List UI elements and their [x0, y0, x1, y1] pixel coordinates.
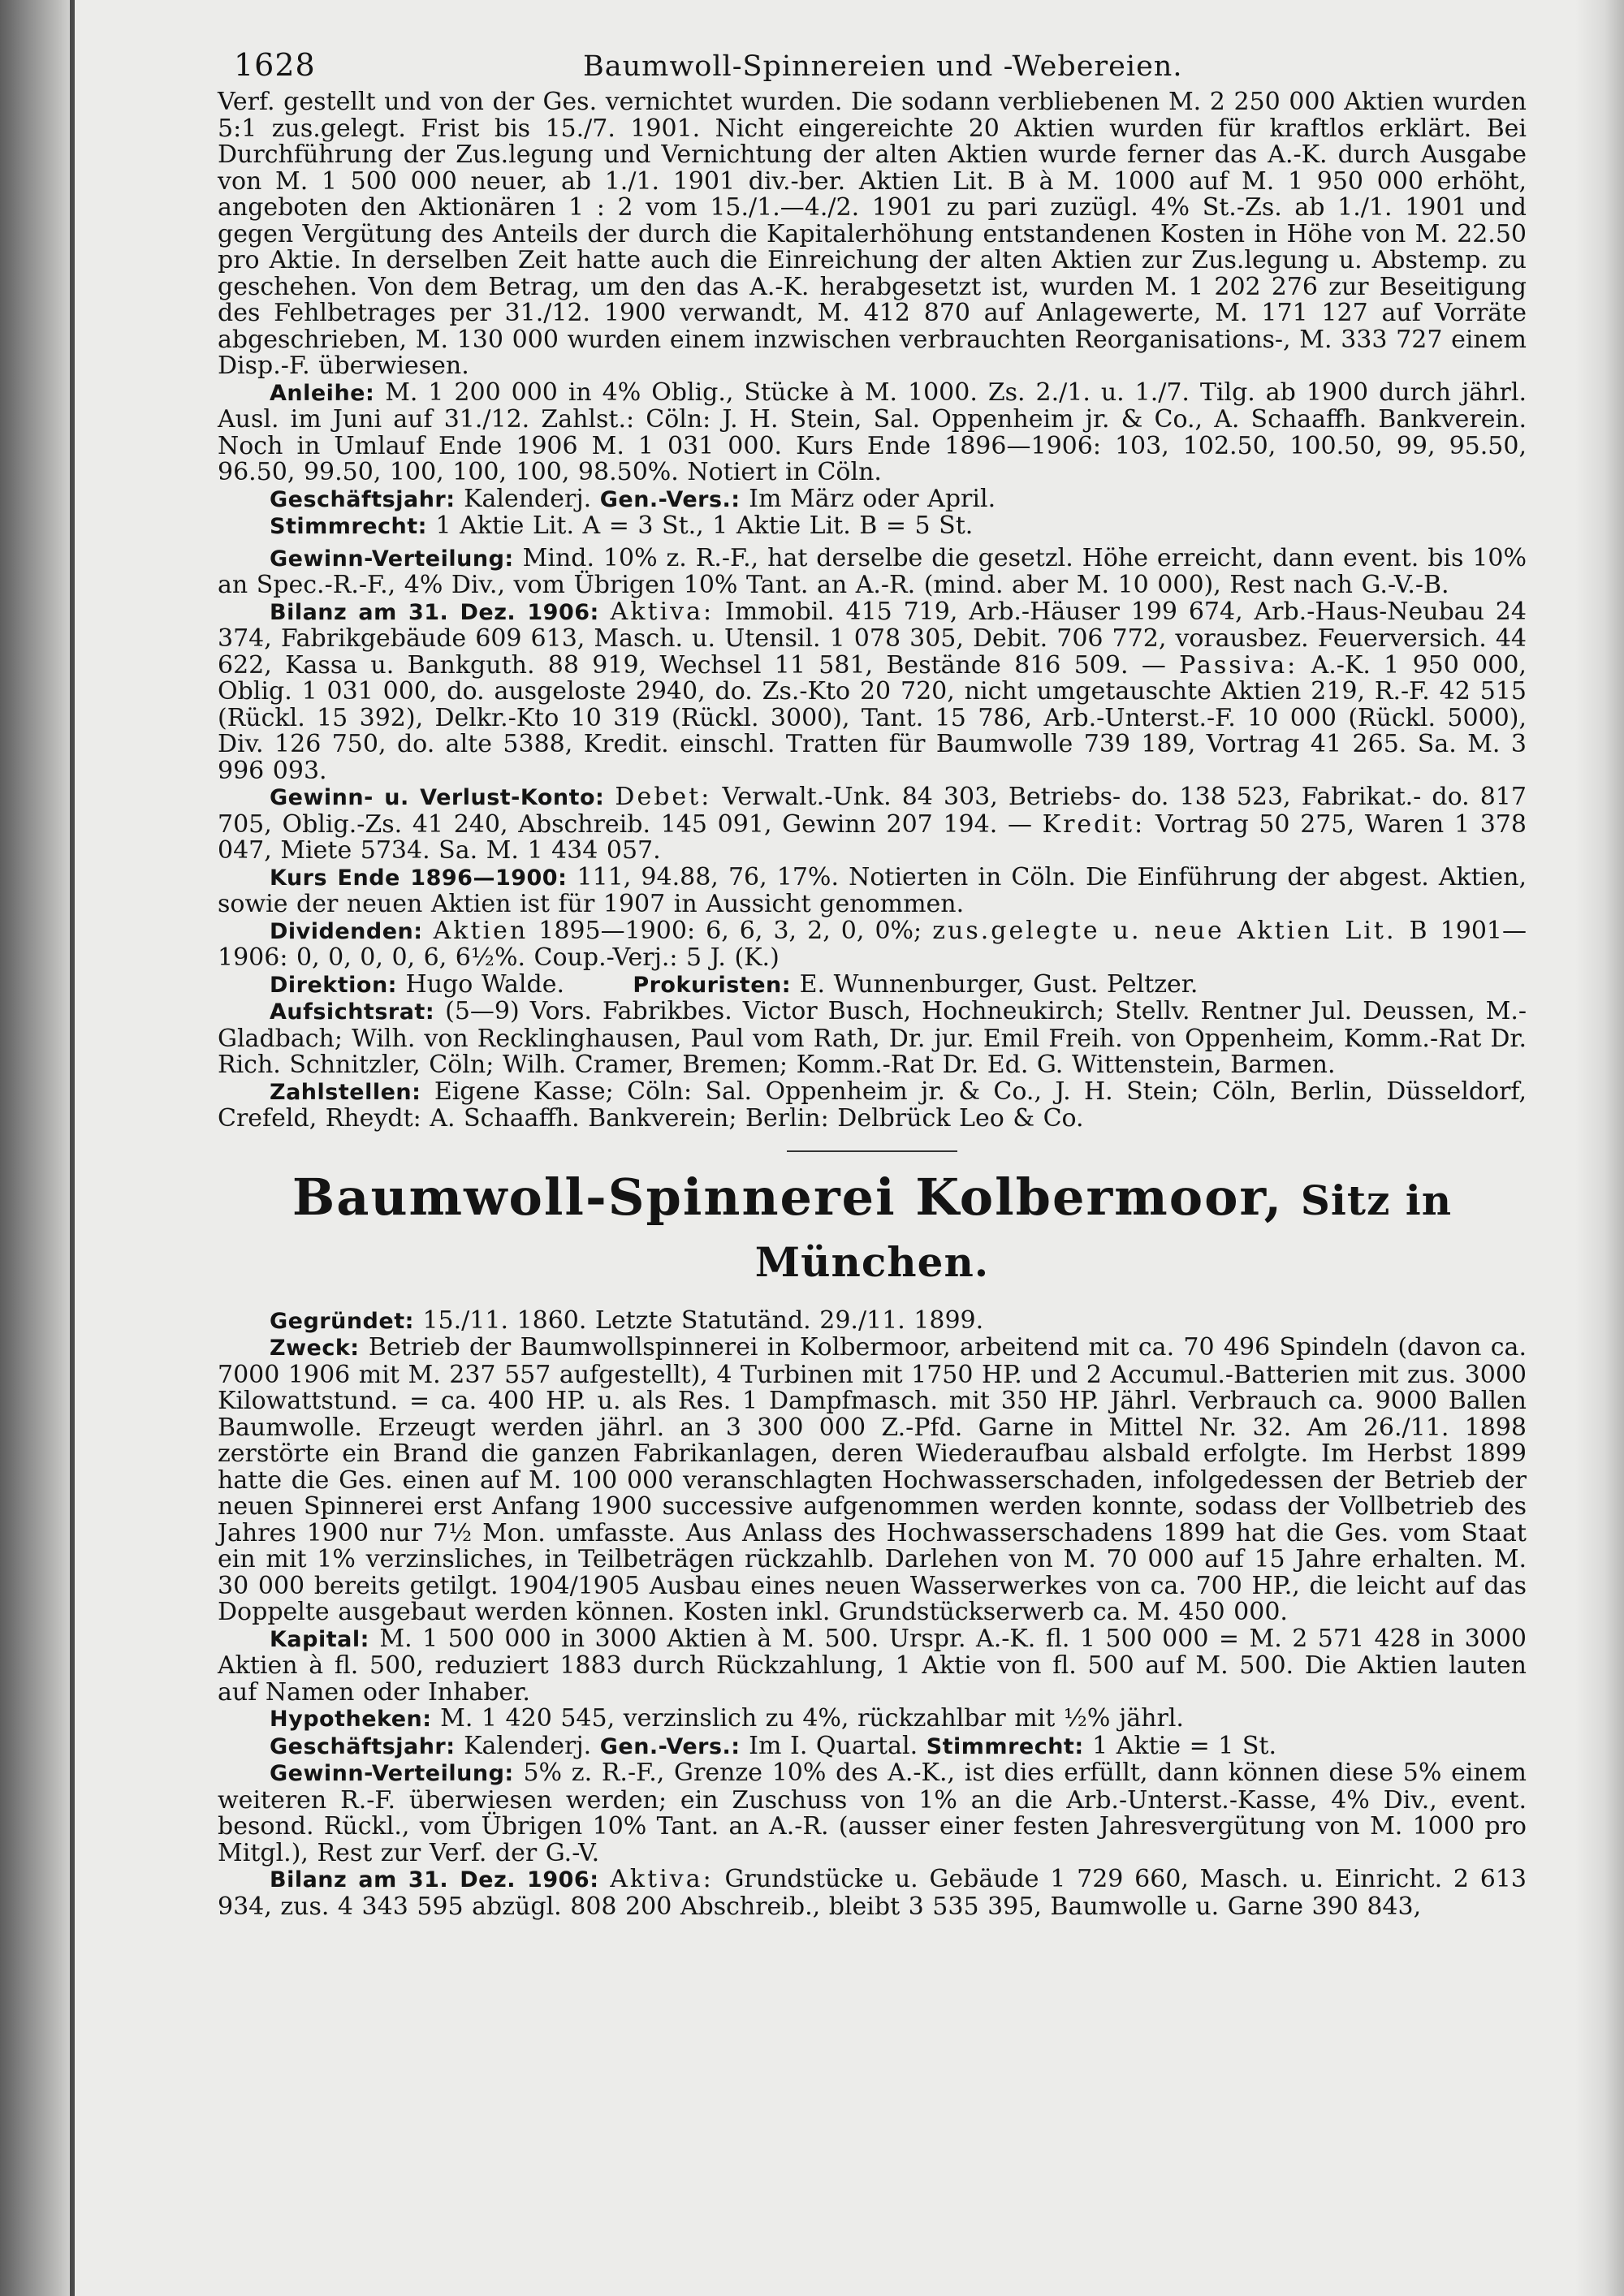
bilanz-entry-2: [218, 1867, 1527, 1920]
kapital-text: M. 1 500 000 in 3000 Aktien à M. 500. Urspr. A.-K. fl. 1 500 000 = M. 2 571 428 in 3000 Aktien à fl. 500, reduziert 1883 durch Rückzahlung, 1 Aktie von fl. 500 auf M. 500. Die Aktien lauten auf Namen oder Inhaber.: [218, 1624, 1527, 1707]
genvers-text: Im März oder April.: [749, 484, 996, 513]
genvers-label-2: Gen.-Vers.:: [599, 1733, 741, 1759]
guv-kredit-text: Vortrag 50 275, Waren 1 378 047, Miete 5734. Sa. M. 1 434 057.: [218, 809, 1527, 865]
dividenden-label: Dividenden:: [270, 918, 423, 944]
book-binding-gutter: [0, 0, 75, 2296]
section-divider: [787, 1150, 957, 1152]
gewinn-verteilung-entry: [218, 543, 1527, 599]
kredit-word: Kredit:: [1042, 809, 1146, 839]
stimmrecht-entry: [218, 513, 1527, 541]
aktiva-word-2: Aktiva:: [610, 1865, 714, 1893]
hypotheken-label: Hypotheken:: [270, 1707, 432, 1732]
page-number: 1628: [234, 47, 316, 83]
dividenden-text-1: 1895—1900: 6, 6, 3, 2, 0, 0%;: [538, 916, 922, 945]
gewinn-verteilung-text: Mind. 10% z. R.-F., hat derselbe die gesetzl. Höhe erreicht, dann event. bis 10% an Spec.-R.-F., 4% Div., vom Übrigen 10% Tant. an A.-R. (mind. aber M. 10 000), Rest nach G.-V.-B.: [218, 543, 1527, 599]
direktion-label: Direktion:: [270, 972, 397, 998]
geschaeftsjahr-entry-2: [218, 1733, 1527, 1761]
stimmrecht-text-2: 1 Aktie = 1 St.: [1092, 1731, 1277, 1760]
zahlstellen-label: Zahlstellen:: [270, 1079, 421, 1105]
bilanz-aktiva-text: Immobil. 415 719, Arb.-Häuser 199 674, Arb.-Haus-Neubau 24 374, Fabrikgebäude 609 613, Masch. u. Utensil. 1 078 305, Debit. 706 772, vorausbez. Feuerversich. 44 622, Kassa u. Bankguth. 88 919, Wechsel 11 581, Bestände 816 509. —: [218, 597, 1527, 680]
kurs-label: Kurs Ende 1896—1900:: [270, 865, 568, 891]
genvers-label: Gen.-Vers.:: [599, 486, 741, 512]
genvers-text-2: Im I. Quartal.: [749, 1731, 918, 1760]
page: [218, 41, 1527, 1920]
hypotheken-text: M. 1 420 545, verzinslich zu 4%, rückzahlbar mit ½% jährl.: [440, 1704, 1184, 1733]
gegruendet-label: Gegründet:: [270, 1308, 414, 1334]
debet-word: Debet:: [615, 783, 712, 811]
passiva-word: Passiva:: [1179, 650, 1298, 680]
aufsichtsrat-label: Aufsichtsrat:: [270, 999, 435, 1025]
kapital-entry: [218, 1626, 1527, 1707]
aktiva-word: Aktiva:: [610, 597, 715, 626]
stimmrecht-label-2: Stimmrecht:: [926, 1733, 1084, 1759]
anleihe-label: Anleihe:: [270, 380, 375, 406]
bilanz-label-2: Bilanz am 31. Dez. 1906:: [270, 1867, 599, 1892]
guv-entry: [218, 784, 1527, 865]
intro-text: Verf. gestellt und von der Ges. vernichtet wurden. Die sodann verbliebenen M. 2 250 000 Aktien wurden 5:1 zus.gelegt. Frist bis 15./7. 1901. Nicht eingereichte 20 Aktien wurden für kraftlos erklärt. Bei Durchführung der Zus.legung und Vernichtung der alten Aktien wurde ferner das A.-K. durch Ausgabe von M. 1 500 000 neuer, ab 1./1. 1901 div.-ber. Aktien Lit. B à M. 1000 auf M. 1 950 000 erhöht, angeboten den Aktionären 1 : 2 vom 15./1.—4./2. 1901 zu pari zuzügl. 4% St.-Zs. ab 1./1. 1901 und gegen Vergütung des Anteils der durch die Kapitalerhöhung entstandenen Kosten in Höhe von M. 22.50 pro Aktie. In derselben Zeit hatte auch die Einreichung der alten Aktien zur Zus.legung u. Abstemp. zu geschehen. Von dem Betrag, um den das A.-K. herabgesetzt ist, wurden M. 1 202 276 zur Beseitigung des Fehlbetrages per 31./12. 1900 verwandt, M. 412 870 auf Anlagewerte, M. 171 127 auf Vorräte abgeschrieben, M. 130 000 wurden einem inzwischen verbrauchten Reorganisations-, M. 333 727 einem Disp.-F. überwiesen.: [218, 88, 1527, 380]
gewinn-verteilung-label-2: Gewinn-Verteilung:: [270, 1761, 514, 1786]
aufsichtsrat-text: (5—9) Vors. Fabrikbes. Victor Busch, Hochneukirch; Stellv. Rentner Jul. Deussen, M.-Gladbach; Wilh. von Recklinghausen, Paul vom Rath, Dr. jur. Emil Freih. von Oppenheim, Komm.-Rat Dr. Rich. Schnitzler, Cöln; Wilh. Cramer, Bremen; Komm.-Rat Dr. Ed. G. Wittenstein, Barmen.: [218, 997, 1527, 1079]
guv-debet-text: Verwalt.-Unk. 84 303, Betriebs- do. 138 523, Fabrikat.- do. 817 705, Oblig.-Zs. 41 240, Abschreib. 145 091, Gewinn 207 194. —: [218, 783, 1527, 839]
company-heading: [218, 1168, 1527, 1292]
geschaeftsjahr-label: Geschäftsjahr:: [270, 486, 456, 512]
geschaeftsjahr-entry: [218, 486, 1527, 514]
stimmrecht-text: 1 Aktie Lit. A = 3 St., 1 Aktie Lit. B = 5 St.: [435, 511, 974, 540]
gewinn-verteilung-entry-2: [218, 1760, 1527, 1867]
stimmrecht-label: Stimmrecht:: [270, 514, 427, 539]
anleihe-entry: [218, 380, 1527, 486]
hypotheken-entry: [218, 1706, 1527, 1733]
kurs-entry: [218, 862, 1527, 918]
running-head: [218, 41, 1527, 89]
dividenden-entry: [218, 918, 1527, 972]
guv-label: Gewinn- u. Verlust-Konto:: [270, 785, 605, 810]
geschaeftsjahr-label-2: Geschäftsjahr:: [270, 1733, 456, 1759]
gegruendet-entry: [218, 1308, 1527, 1336]
gewinn-verteilung-text-2: 5% z. R.-F., Grenze 10% des A.-K., ist dies erfüllt, dann können diese 5% einem weiteren R.-F. überwiesen werden; ein Zuschuss von 1% an die Arb.-Unterst.-Kasse, 4% Div., event. besond. Rückl., vom Übrigen 10% Tant. an A.-R. (ausser einer festen Jahresvergütung von M. 1000 pro Mitgl.), Rest zur Verf. der G.-V.: [218, 1759, 1527, 1867]
zahlstellen-entry: [218, 1079, 1527, 1133]
zweck-label: Zweck:: [270, 1336, 360, 1361]
company-name: Baumwoll-Spinnerei Kolbermoor,: [292, 1167, 1284, 1227]
zweck-text: Betrieb der Baumwollspinnerei in Kolbermoor, arbeitend mit ca. 70 496 Spindeln (davon ca. 7000 1906 mit M. 237 557 aufgestellt), 4 Turbinen mit 1750 HP. und 2 Accumul.-Batterien mit zus. 3000 Kilowattstund. = ca. 400 HP. u. als Res. 1 Dampfmasch. mit 350 HP. Jährl. Verbrauch ca. 9000 Ballen Baumwolle. Erzeugt werden jährl. an 3 300 000 Z.-Pfd. Garne in Mittel Nr. 32. Am 26./11. 1898 zerstörte ein Brand die ganzen Fabrikanlagen, deren Wiederaufbau alsbald erfolgte. Im Herbst 1899 hatte die Ges. einen auf M. 100 000 veranschlagten Hochwasserschaden, infolgedessen der Betrieb der neuen Spinnerei erst Anfang 1900 successive aufgenommen werden konnte, sodass der Vollbetrieb des Jahres 1900 nur 7½ Mon. umfasste. Aus Anlass des Hochwasserschadens 1899 hat die Ges. vom Staat ein mit 1% verzinsliches, in Teilbeträgen rückzahlb. Darlehen von M. 70 000 auf 15 Jahre erhalten. M. 30 000 bereits getilgt. 1904/1905 Ausbau eines neuen Wasserwerkes von ca. 700 HP., die leicht auf das Doppelte ausgebaut werden können. Kosten inkl. Grundstückserwerb ca. M. 450 000.: [218, 1333, 1527, 1626]
bilanz-label: Bilanz am 31. Dez. 1906:: [270, 599, 599, 625]
geschaeftsjahr-text: Kalenderj.: [464, 484, 592, 513]
prokuristen-label: Prokuristen:: [633, 972, 792, 998]
gewinn-verteilung-label: Gewinn-Verteilung:: [270, 546, 514, 572]
page-edge-shadow: [1575, 0, 1624, 2296]
bilanz-passiva-text: A.-K. 1 950 000, Oblig. 1 031 000, do. ausgeloste 2940, do. Zs.-Kto 20 720, nicht umgetauschte Aktien 219, R.-F. 42 515 (Rückl. 15 392), Delkr.-Kto 10 319 (Rückl. 3000), Tant. 15 786, Arb.-Unterst.-F. 10 000 (Rückl. 5000), Div. 126 750, do. alte 5388, Kredit. einschl. Tratten für Baumwolle 739 189, Vortrag 41 265. Sa. M. 3 996 093.: [218, 650, 1527, 785]
bilanz-entry: [218, 599, 1527, 785]
aufsichtsrat-entry: [218, 999, 1527, 1079]
company-seat: Sitz in München.: [754, 1176, 1453, 1286]
direktion-text: Hugo Walde.: [405, 969, 565, 999]
bilanz-aktiva-text-2: Grundstücke u. Gebäude 1 729 660, Masch. u. Einricht. 2 613 934, zus. 4 343 595 abzügl. 808 200 Abschreib., bleibt 3 535 395, Baumwolle u. Garne 390 843,: [218, 1865, 1527, 1921]
kapital-label: Kapital:: [270, 1626, 369, 1652]
running-title: Baumwoll-Spinnereien und -Webereien.: [583, 50, 1183, 83]
dividenden-zus-word: zus.gelegte u. neue Aktien Lit. B: [932, 916, 1430, 945]
geschaeftsjahr-text-2: Kalenderj.: [464, 1731, 592, 1760]
zahlstellen-text: Eigene Kasse; Cöln: Sal. Oppenheim jr. & Co., J. H. Stein; Cöln, Berlin, Düsseldorf, Crefeld, Rheydt: A. Schaaffh. Bankverein; Berlin: Delbrück Leo & Co.: [218, 1077, 1527, 1133]
intro-paragraph: [218, 89, 1527, 380]
direktion-entry: [218, 969, 1527, 999]
gegruendet-text: 15./11. 1860. Letzte Statutänd. 29./11. 1899.: [422, 1306, 984, 1335]
anleihe-text: M. 1 200 000 in 4% Oblig., Stücke à M. 1000. Zs. 2./1. u. 1./7. Tilg. ab 1900 durch jährl. Ausl. im Juni auf 31./12. Zahlst.: Cöln: J. H. Stein, Sal. Oppenheim jr. & Co., A. Schaaffh. Bankverein. Noch in Umlauf Ende 1906 M. 1 031 000. Kurs Ende 1896—1906: 103, 102.50, 100.50, 99, 95.50, 96.50, 99.50, 100, 100, 100, 98.50%. Notiert in Cöln.: [218, 378, 1527, 486]
prokuristen-text: E. Wunnenburger, Gust. Peltzer.: [799, 969, 1199, 999]
dividenden-text-2: 1901—1906: 0, 0, 0, 0, 6, 6½%. Coup.-Verj.: 5 J. (K.): [218, 916, 1527, 972]
zweck-entry: [218, 1335, 1527, 1626]
kurs-text: 111, 94.88, 76, 17%. Notierten in Cöln. Die Einführung der abgest. Aktien, sowie der neuen Aktien ist für 1907 in Aussicht genommen.: [218, 862, 1527, 918]
dividenden-aktien-word: Aktien: [433, 916, 529, 945]
